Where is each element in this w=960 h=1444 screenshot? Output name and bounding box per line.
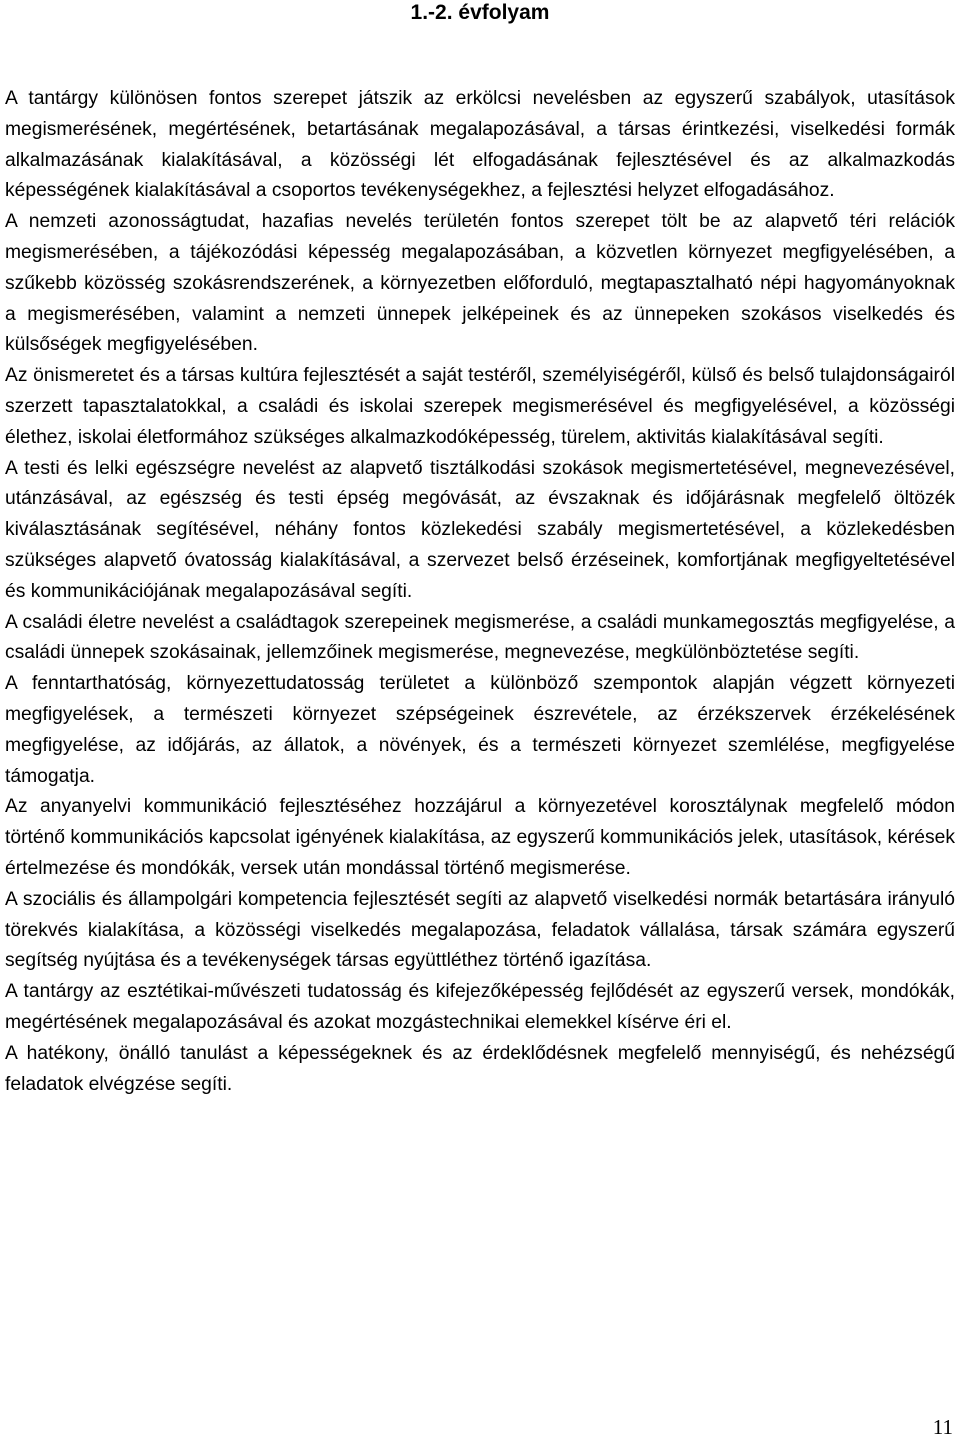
paragraph-national-identity: A nemzeti azonosságtudat, hazafias nevelés területén fontos szerepet tölt be az alapvető téri relációk megismerésében, a tájékozódási képesség megalapozásában, a közvetlen környezet megfigyelésében, a szűkebb közösség szokásrendszerének, a környezetben előforduló, megtapasztalható népi hagyományoknak a megismerésében, valamint a nemzeti ünnepek jelképeinek és az ünnepeken szokásos viselkedés és külsőségek megfigyelésében. <box>5 211 955 356</box>
paragraph-sustainability: A fenntarthatóság, környezettudatosság területet a különböző szempontok alapján végzett környezeti megfigyelések, a természeti környezet szépségeinek észrevétele, az érzékszervek érzékelésének megfigyelése, az időjárás, az állatok, a növények, és a természeti környezet szemlélése, megfigyelése támogatja. <box>5 673 955 787</box>
paragraph-social-civic: A szociális és állampolgári kompetencia fejlesztését segíti az alapvető viselkedési normák betartására irányuló törekvés kialakítása, a közösségi viselkedés megalapozása, feladatok vállalása, társak számára egyszerű segítség nyújtása és a tevékenységek társas együttléthez történő igazítása. <box>5 888 955 972</box>
paragraph-mother-tongue: Az anyanyelvi kommunikáció fejlesztéséhez hozzájárul a környezetével korosztálynak megfelelő módon történő kommunikációs kapcsolat igényének kialakítása, az egyszerű kommunikációs jelek, utasítások, kérések értelmezése és mondókák, versek után mondással történő megismerése. <box>5 796 955 879</box>
paragraph-family-life: A családi életre nevelést a családtagok szerepeinek megismerése, a családi munkamegosztás megfigyelése, a családi ünnepek szokásainak, jellemzőinek megismerése, megnevezése, megkülönböztetése segíti. <box>5 611 955 664</box>
page-number: 11 <box>932 1415 953 1439</box>
paragraph-independent-learning: A hatékony, önálló tanulást a képességeknek és az érdeklődésnek megfelelő mennyiségű, és nehézségű feladatok elvégzése segíti. <box>5 1042 955 1095</box>
paragraph-moral-education: A tantárgy különösen fontos szerepet játszik az erkölcsi nevelésben az egyszerű szabályok, utasítások megismerésének, megértésének, betartásának megalapozásával, a társas érintkezési, viselkedési formák alkalmazásának kialakításával, a közösségi lét elfogadásának fejlesztésével és az alkalmazkodás képességének kialakításával a csoportos tevékenységekhez, a fejlesztési helyzet elfogadásához. <box>5 88 955 202</box>
paragraph-aesthetic-artistic: A tantárgy az esztétikai-művészeti tudatosság és kifejezőképesség fejlődését az egyszerű versek, mondókák, megértésének megalapozásával és azokat mozgástechnikai elemekkel kísérve éri el. <box>5 981 955 1033</box>
paragraph-self-knowledge: Az önismeretet és a társas kultúra fejlesztését a saját testéről, személyiségéről, külső és belső tulajdonságairól szerzett tapasztalatokkal, a családi és iskolai szerepek megismerésével és megfigyelésével, a közösségi élethez, iskolai életformához szükséges alkalmazkodóképesség, türelem, aktivitás kialakításával segíti. <box>5 365 955 448</box>
paragraph-health-education: A testi és lelki egészségre nevelést az alapvető tisztálkodási szokások megismertetésével, megnevezésével, utánzásával, az egészség és testi épség megóvását, az évszaknak és időjárásnak megfelelő öltözék kiválasztásának segítésével, néhány fontos közlekedési szabály megismertetésével, a közlekedésben szükséges alapvető óvatosság kialakításával, a szervezet belső érzéseinek, komfortjának megfigyeltetésével és kommunikációjának megalapozásával segíti. <box>5 457 955 602</box>
page-heading: 1.-2. évfolyam <box>410 1 550 24</box>
body-text <box>5 84 955 1100</box>
